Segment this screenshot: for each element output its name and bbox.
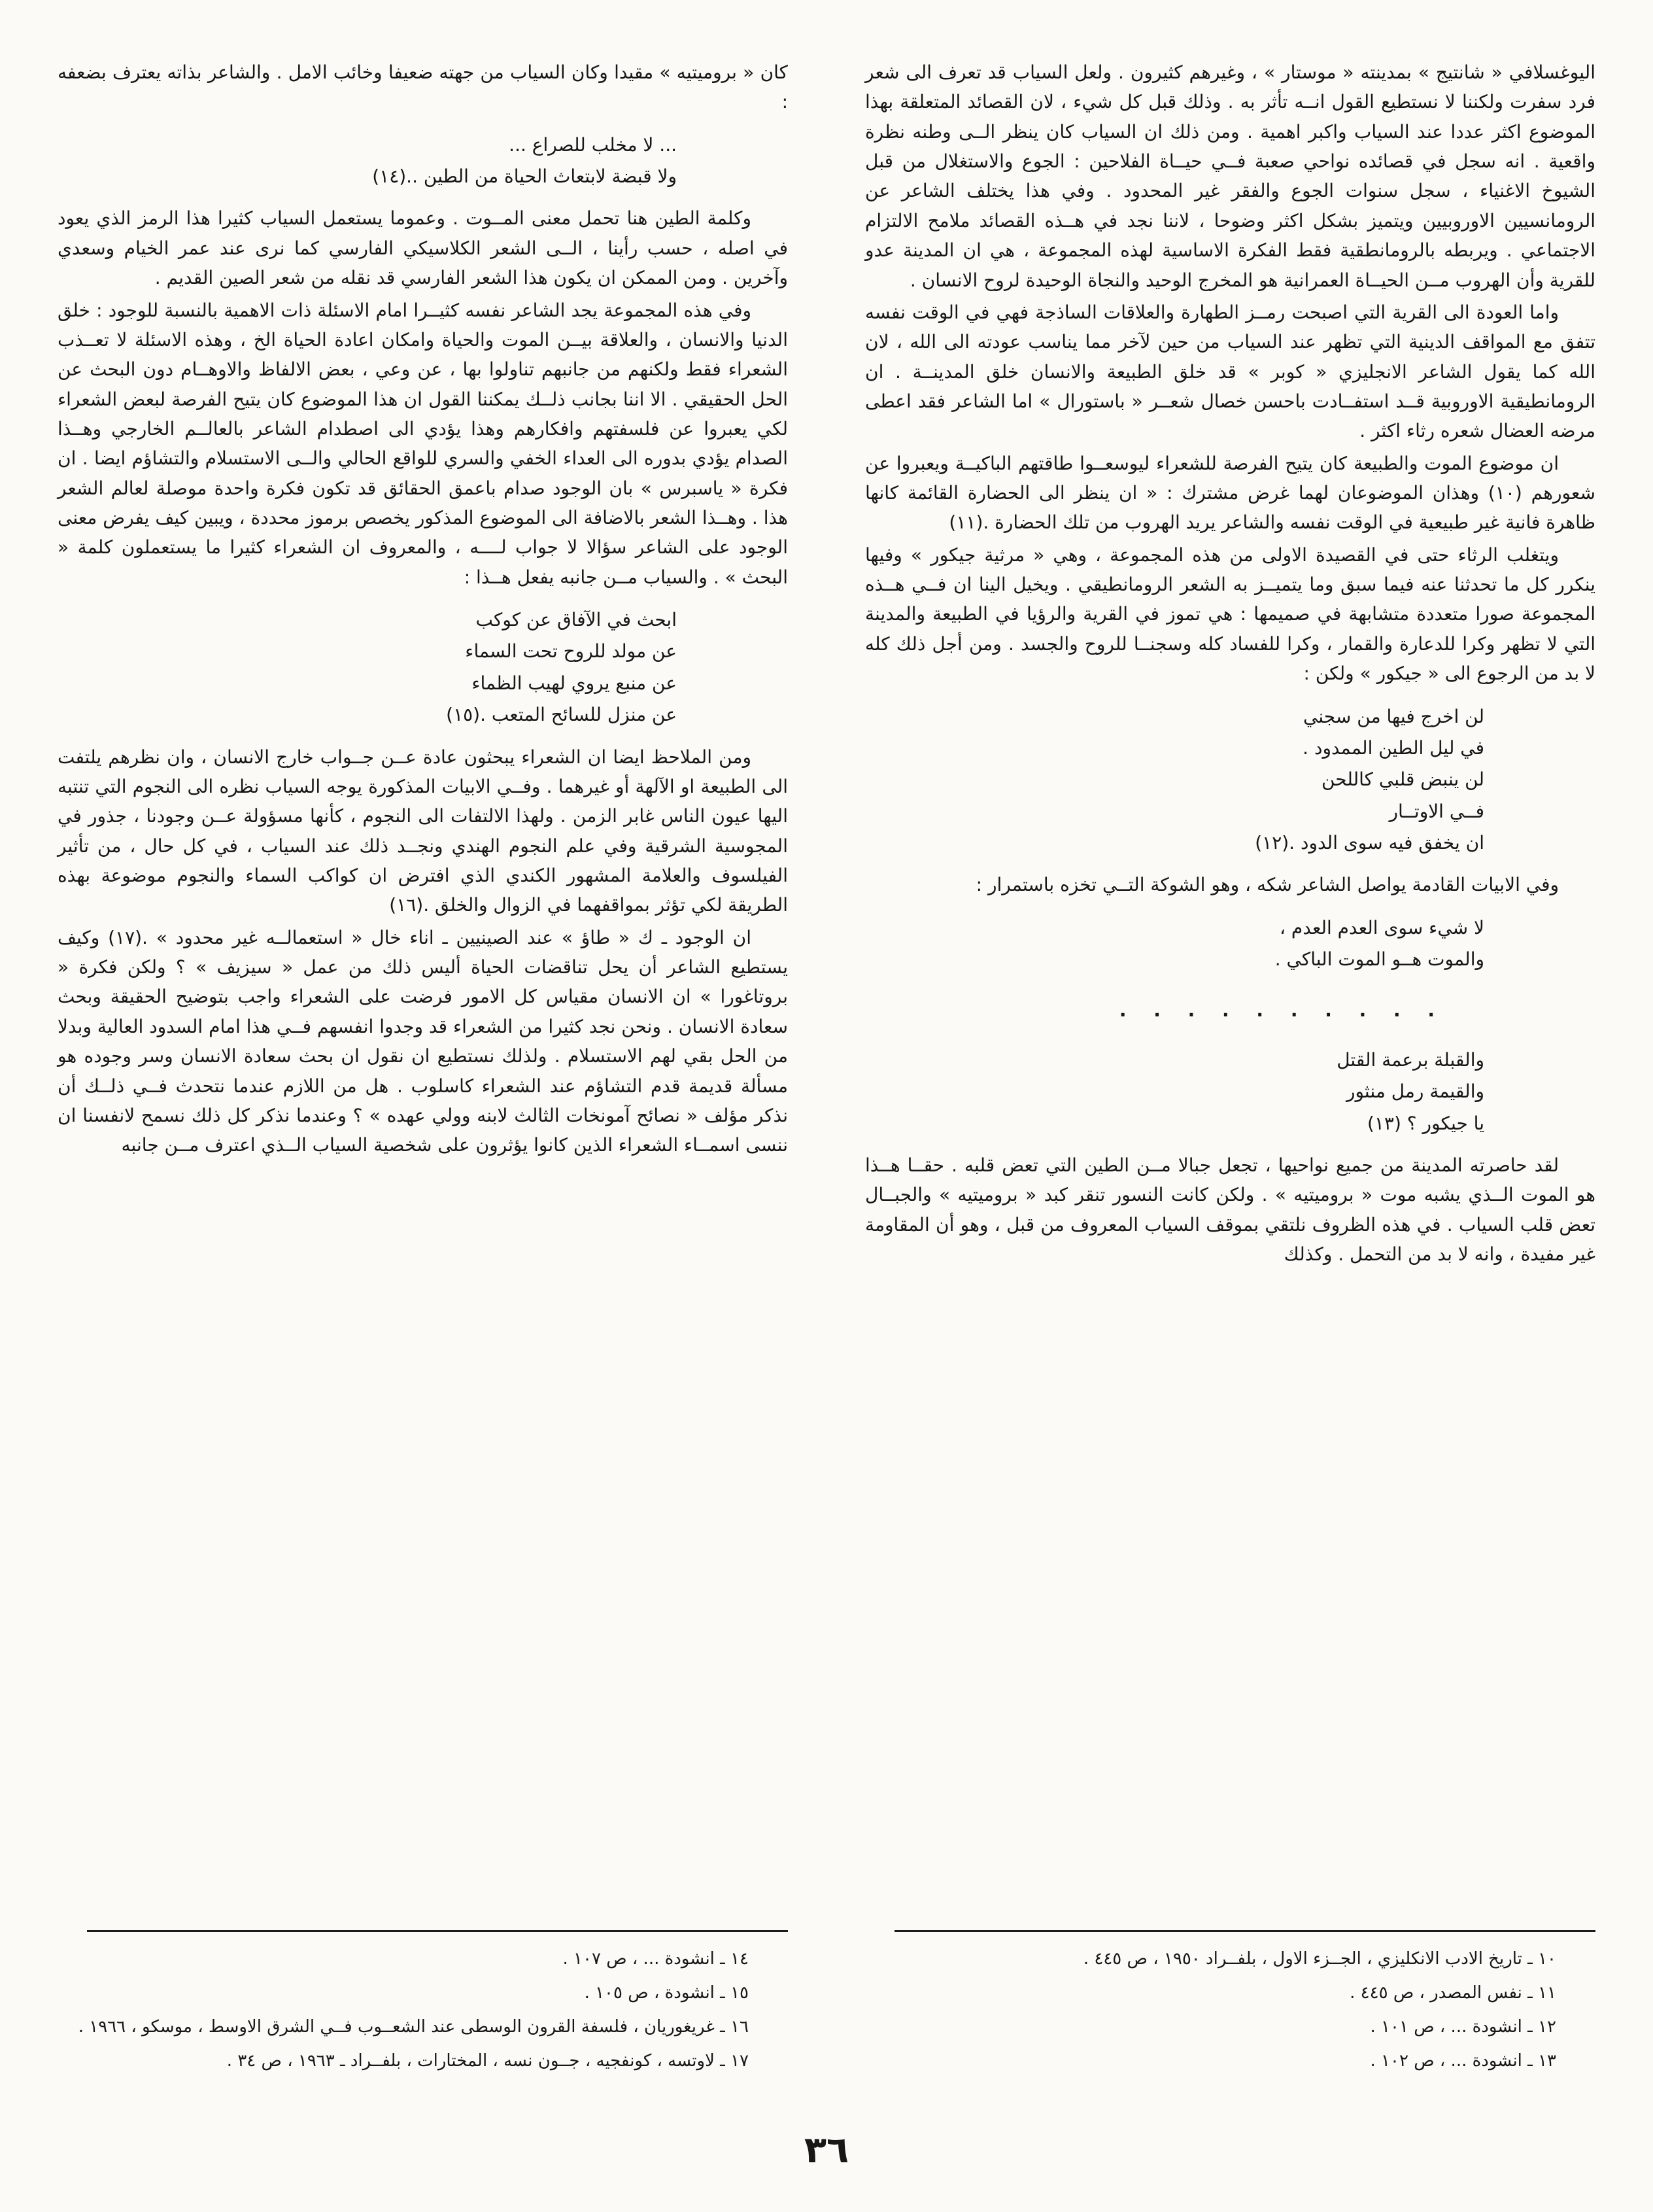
column-left: [58, 58, 788, 2081]
footnote: ١٥ ـ انشودة ، ص ١٠٥ .: [584, 1982, 749, 2003]
poem-line: والقيمة رمل منثور: [1346, 1080, 1484, 1103]
footnote: ١٤ ـ انشودة ... ، ص ١٠٧ .: [562, 1948, 749, 1969]
poem-line: فــي الاوتــار: [1389, 800, 1484, 822]
poem-line: ان يخفق فيه سوى الدود .(١٢): [1255, 831, 1484, 854]
poem-quote: [865, 1045, 1484, 1140]
poem-line: لن اخرج فيها من سجني: [1303, 705, 1484, 727]
poem-line: عن مولد للروح تحت السماء: [465, 640, 677, 663]
poem-quote: [58, 605, 677, 731]
footnotes-left: [58, 1921, 788, 2081]
poem-line: عن منزل للسائح المتعب .(١٥): [446, 704, 677, 726]
poem-line: ابحث في الآفاق عن كوكب: [475, 609, 677, 631]
poem-line: يا جيكور ؟ (١٣): [1367, 1112, 1484, 1134]
poem-line: ... لا مخلب للصراع ...: [509, 133, 677, 156]
paragraph: وكلمة الطين هنا تحمل معنى المــوت . وعموما يستعمل السياب كثيرا هذا الرمز الذي يعود في اصله ، حسب رأينا ، الــى الشعر الكلاسيكي الفارسي كما نرى عند عمر الخيام وسعدي وآخرين . ومن الممكن ان يكون هذا الشعر الفارسي قد نقله من شعر الصين القديم .: [58, 207, 788, 289]
paragraph: وفي هذه المجموعة يجد الشاعر نفسه كثيــرا امام الاسئلة ذات الاهمية بالنسبة للوجود : خلق الدنيا والانسان ، والعلاقة بيــن الموت والحياة وامكان اعادة الحياة الخ ، وهذه الاسئلة لا تعــذب الشعراء فقط ولكنهم من جانبهم تناولوا بها ، عن وعي ، بعض الالفاظ والاوهــام دون البحث عن الحل الحقيقي . الا اننا بجانب ذلــك يمكننا القول ان هذا الموضوع كان يتيح الفرصة لبعض الشعراء لكي يعبروا عن فلسفتهم وافكارهم وهذا يؤدي الى اصطدام الشاعر بالعالــم الخارجي وهــذا الصدام يؤدي بدوره الى العداء الخفي والسري للواقع الحالي والــى الاستسلام والتشاؤم ايضا . ان فكرة « ياسبرس » بان الوجود صدام باعمق الحقائق قد تكون فكرة واحدة موصلة لعالم الشعر هذا . وهــذا الشعر بالاضافة الى الموضوع المذكور يخصص برموز محددة ، ويبين كيف يفرض معنى الوجود على الشاعر سؤالا لا جواب لــــه ، والمعروف ان الشعراء كثيرا ما يستعملون كلمة « البحث » . والسياب مــن جانبه يفعل هــذا :: [58, 299, 788, 588]
footnote: ١٠ ـ تاريخ الادب الانكليزي ، الجــزء الاول ، بلفــراد ١٩٥٠ ، ص ٤٤٥ .: [1083, 1948, 1556, 1969]
poem-line: في ليل الطين الممدود .: [1303, 736, 1484, 759]
poem-quote: [58, 130, 677, 194]
footnote: ١٦ ـ غريغوريان ، فلسفة القرون الوسطى عند الشعــوب فــي الشرق الاوسط ، موسكو ، ١٩٦٦ .: [78, 2016, 749, 2037]
column-right: [865, 58, 1595, 2081]
ellipsis-separator: . . . . . . . . . .: [1119, 999, 1445, 1022]
paragraph: ومن الملاحظ ايضا ان الشعراء يبحثون عادة عــن جــواب خارج الانسان ، وان نظرهم يلتفت الى الطبيعة او الآلهة أو غيرهما . وفــي الابيات المذكورة يوجه السياب نظره الى النجوم التي تنتبه اليها عيون الناس غابر الزمن . ولهذا الالتفات الى النجوم ، كأنها مسؤولة عــن وجودنا ، جذور في المجوسية الشرقية وفي علم النجوم الهندي ونجــد ذلك عند السياب ، في كل حال ، من تأثير الفيلسوف والعلامة المشهور الكندي الذي افترض ان كواكب السماء والنجوم موضوعة بهذه الطريقة لكي تؤثر بمواقفهما في الزوال والخلق .(١٦): [58, 746, 788, 916]
paragraph: واما العودة الى القرية التي اصبحت رمــز الطهارة والعلاقات الساذجة فهي في الوقت نفسه تتفق مع المواقف الدينية التي تظهر عند السياب من حين لآخر مما يناسب عودته الى الله ، لان الله كما يقول الشاعر الانجليزي « كوبر » قد خلق الطبيعة والانسان خلق المدينــة . ان الرومانطيقية الاوروبية قــد استفــادت باحسن خصال شعــر « باستورال » اما الشاعر فقد اعطى مرضه العضال شعره رثاء اكثر .: [865, 301, 1595, 442]
paragraph: كان « بروميتيه » مقيدا وكان السياب من جهته ضعيفا وخائب الامل . والشاعر بذاته يعترف بضعفه :: [58, 61, 788, 113]
footnote: ١١ ـ نفس المصدر ، ص ٤٤٥ .: [1350, 1982, 1556, 2003]
footnote-divider: [895, 1930, 1595, 1932]
paragraph: لقد حاصرته المدينة من جميع نواحيها ، تجعل جبالا مــن الطين التي تعض قلبه . حقــا هــذا هو الموت الــذي يشبه موت « بروميتيه » . ولكن كانت النسور تنقر كبد « بروميتيه » والجبــال تعض قلب السياب . في هذه الظروف نلتقي بموقف السياب المعروف من قبل ، وهو أن المقاومة غير مفيدة ، وانه لا بد من التحمل . وكذلك: [865, 1154, 1595, 1265]
poem-line: عن منبع يروي لهيب الظماء: [471, 672, 677, 694]
page-number: ٣٦: [804, 2129, 849, 2171]
poem-line: ولا قبضة لابتعاث الحياة من الطين ..(١٤): [372, 165, 677, 188]
poem-quote: [865, 702, 1484, 860]
footnote-divider: [87, 1930, 788, 1932]
paragraph: اليوغسلافي « شانتيج » بمدينته « موستار » ، وغيرهم كثيرون . ولعل السياب قد تعرف الى شعر فرد سفرت ولكننا لا نستطيع القول انــه تأثر به . وذلك قبل كل شيء ، لان القصائد المتعلقة بهذا الموضوع اكثر عددا عند السياب واكبر اهمية . ومن ذلك ان السياب كان ينظر الــى وطنه نظرة واقعية . انه سجل في قصائده نواحي صعبة فــي حيــاة الفلاحين : الجوع والاستغلال من قبل الشيوخ الاغنياء ، سجل سنوات الجوع والفقر غير المحدود . وفي هذا يختلف الشاعر عن الرومانسيين الاوروبيين ويتميز بشكل اكثر وضوحا ، لاننا نجد في هــذه القصائد ملامح الالتزام الاجتماعي . ويربطه بالرومانطقية فقط الفكرة الاساسية لهذه المجموعة ، هي ان المدينة عدو للقرية وأن الهروب مــن الحيــاة العمرانية هو المخرج الوحيد والنجاة الوحيدة لروح الانسان .: [865, 61, 1595, 291]
poem-quote: [865, 913, 1484, 976]
paragraph: ان موضوع الموت والطبيعة كان يتيح الفرصة للشعراء ليوسعــوا طاقتهم الباكيــة ويعبروا عن شعورهم (١٠) وهذان الموضوعان لهما غرض مشترك : « ان ينظر الى الحضارة القائمة كانها ظاهرة فانية غير طبيعية في الوقت نفسه والشاعر يريد الهروب من تلك الحضارة .(١١): [865, 452, 1595, 534]
footnote: ١٣ ـ انشودة ... ، ص ١٠٢ .: [1370, 2050, 1556, 2071]
footnote: ١٢ ـ انشودة ... ، ص ١٠١ .: [1370, 2016, 1556, 2037]
footnotes-right: [865, 1921, 1595, 2081]
poem-line: والموت هــو الموت الباكي .: [1274, 948, 1484, 971]
poem-line: لا شيء سوى العدم العدم ،: [1279, 916, 1484, 939]
paragraph: ويتغلب الرثاء حتى في القصيدة الاولى من هذه المجموعة ، وهي « مرثية جيكور » وفيها ينكرر كل ما تحدثنا عنه فيما سبق وما يتميــز به الشعر الرومانطيقي . ويخيل الينا ان فــي هــذه المجموعة صورا متعددة متشابهة في صميمها : هي تموز في القرية والرؤيا في الطبيعة والمدينة التي لا تظهر وكرا للدعارة والقمار ، وكرا للفساد كله وسجنــا للروح والجسد . ومن أجل ذلك كله لا بد من الرجوع الى « جيكور » ولكن :: [865, 544, 1595, 685]
paragraph: وفي الابيات القادمة يواصل الشاعر شكه ، وهو الشوكة التــي تخزه باستمرار :: [976, 874, 1559, 896]
two-column-text: [58, 58, 1595, 2081]
poem-line: والقبلة برعمة القتل: [1337, 1048, 1484, 1071]
poem-line: لن ينبض قلبي كاللحن: [1321, 769, 1484, 791]
footnote: ١٧ ـ لاوتسه ، كونفجيه ، جــون نسه ، المختارات ، بلفــراد ـ ١٩٦٣ ، ص ٣٤ .: [226, 2050, 749, 2071]
paragraph: ان الوجود ـ ك « طاؤ » عند الصينيين ـ اناء خال « استعمالــه غير محدود » .(١٧) وكيف يستطيع الشاعر أن يحل تناقضات الحياة أليس ذلك من عمل « سيزيف » ؟ ولكن فكرة « بروتاغورا » ان الانسان مقياس كل الامور فرضت على الشعراء واجب بتوضيح الحقيقة وبحث سعادة الانسان . ونحن نجد كثيرا من الشعراء قد وجدوا انفسهم فــي هذا امام السدود العالية وبدلا من الحل بقي لهم الاستسلام . ولذلك نستطيع ان نقول ان بحث سعادة الانسان وسر وجوده هو مسألة قديمة قدم التشاؤم عند الشعراء كاسلوب . هل من اللازم عندما نتحدث فــي ذلــك أن نذكر مؤلف « نصائح آمونخات الثالث لابنه وولي عهده » ؟ وعندما نذكر كل ذلك نسمح لانفسنا ان ننسى اسمــاء الشعراء الذين كانوا يؤثرون على شخصية السياب الــذي اعترف مــن جانبه: [58, 926, 788, 1156]
